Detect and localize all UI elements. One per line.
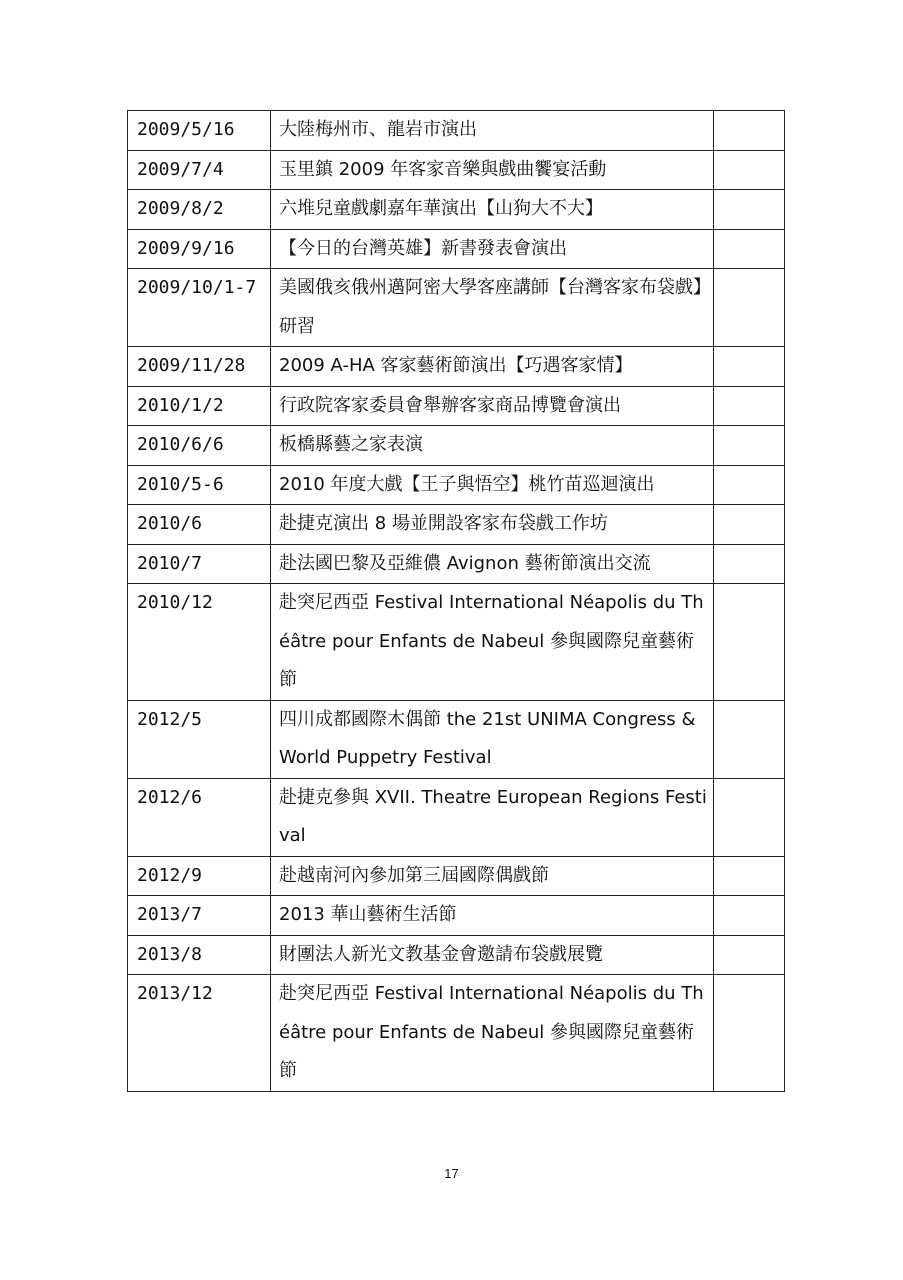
note-cell <box>714 190 785 230</box>
note-cell <box>714 778 785 856</box>
events-table-body <box>128 111 785 1092</box>
table-row <box>128 150 785 190</box>
note-cell <box>714 269 785 347</box>
date-cell: 2010/7 <box>128 544 271 584</box>
table-row <box>128 229 785 269</box>
date-cell: 2012/9 <box>128 856 271 896</box>
table-row <box>128 700 785 778</box>
date-cell: 2010/12 <box>128 584 271 701</box>
event-cell: 赴越南河內參加第三屆國際偶戲節 <box>271 856 714 896</box>
table-row <box>128 347 785 387</box>
event-cell: 2013 華山藝術生活節 <box>271 896 714 936</box>
event-cell: 2009 A-HA 客家藝術節演出【巧遇客家情】 <box>271 347 714 387</box>
event-cell: 赴法國巴黎及亞維儂 Avignon 藝術節演出交流 <box>271 544 714 584</box>
table-row <box>128 975 785 1092</box>
event-cell: 六堆兒童戲劇嘉年華演出【山狗大不大】 <box>271 190 714 230</box>
table-row <box>128 856 785 896</box>
date-cell: 2010/1/2 <box>128 386 271 426</box>
event-cell: 財團法人新光文教基金會邀請布袋戲展覽 <box>271 935 714 975</box>
event-cell: 大陸梅州市、龍岩市演出 <box>271 111 714 151</box>
date-cell: 2010/6/6 <box>128 426 271 466</box>
note-cell <box>714 856 785 896</box>
note-cell <box>714 896 785 936</box>
page-number: 17 <box>444 1166 459 1181</box>
date-cell: 2010/5-6 <box>128 465 271 505</box>
table-row <box>128 544 785 584</box>
date-cell: 2013/12 <box>128 975 271 1092</box>
date-cell: 2012/5 <box>128 700 271 778</box>
date-cell: 2009/11/28 <box>128 347 271 387</box>
note-cell <box>714 150 785 190</box>
note-cell <box>714 111 785 151</box>
date-cell: 2009/9/16 <box>128 229 271 269</box>
date-cell: 2009/5/16 <box>128 111 271 151</box>
event-cell: 行政院客家委員會舉辦客家商品博覽會演出 <box>271 386 714 426</box>
event-cell: 赴捷克參與 XVII. Theatre European Regions Festival <box>271 778 714 856</box>
note-cell <box>714 975 785 1092</box>
table-row <box>128 584 785 701</box>
table-row <box>128 505 785 545</box>
note-cell <box>714 505 785 545</box>
date-cell: 2009/8/2 <box>128 190 271 230</box>
events-table <box>127 110 785 1092</box>
event-cell: 赴突尼西亞 Festival International Néapolis du Théâtre pour Enfants de Nabeul 參與國際兒童藝術節 <box>271 584 714 701</box>
note-cell <box>714 700 785 778</box>
event-cell: 四川成都國際木偶節 the 21st UNIMA Congress & World Puppetry Festival <box>271 700 714 778</box>
event-cell: 【今日的台灣英雄】新書發表會演出 <box>271 229 714 269</box>
note-cell <box>714 584 785 701</box>
note-cell <box>714 935 785 975</box>
table-row <box>128 426 785 466</box>
table-row <box>128 896 785 936</box>
table-row <box>128 386 785 426</box>
event-cell: 赴捷克演出 8 場並開設客家布袋戲工作坊 <box>271 505 714 545</box>
date-cell: 2009/7/4 <box>128 150 271 190</box>
date-cell: 2013/8 <box>128 935 271 975</box>
date-cell: 2009/10/1-7 <box>128 269 271 347</box>
event-cell: 赴突尼西亞 Festival International Néapolis du Théâtre pour Enfants de Nabeul 參與國際兒童藝術節 <box>271 975 714 1092</box>
table-row <box>128 465 785 505</box>
event-cell: 板橋縣藝之家表演 <box>271 426 714 466</box>
date-cell: 2013/7 <box>128 896 271 936</box>
table-row <box>128 111 785 151</box>
event-cell: 2010 年度大戲【王子與悟空】桃竹苗巡迴演出 <box>271 465 714 505</box>
note-cell <box>714 386 785 426</box>
date-cell: 2010/6 <box>128 505 271 545</box>
note-cell <box>714 465 785 505</box>
table-row <box>128 190 785 230</box>
note-cell <box>714 229 785 269</box>
event-cell: 玉里鎮 2009 年客家音樂與戲曲饗宴活動 <box>271 150 714 190</box>
note-cell <box>714 544 785 584</box>
date-cell: 2012/6 <box>128 778 271 856</box>
table-row <box>128 269 785 347</box>
table-row <box>128 778 785 856</box>
table-row <box>128 935 785 975</box>
note-cell <box>714 426 785 466</box>
event-cell: 美國俄亥俄州邁阿密大學客座講師【台灣客家布袋戲】研習 <box>271 269 714 347</box>
note-cell <box>714 347 785 387</box>
